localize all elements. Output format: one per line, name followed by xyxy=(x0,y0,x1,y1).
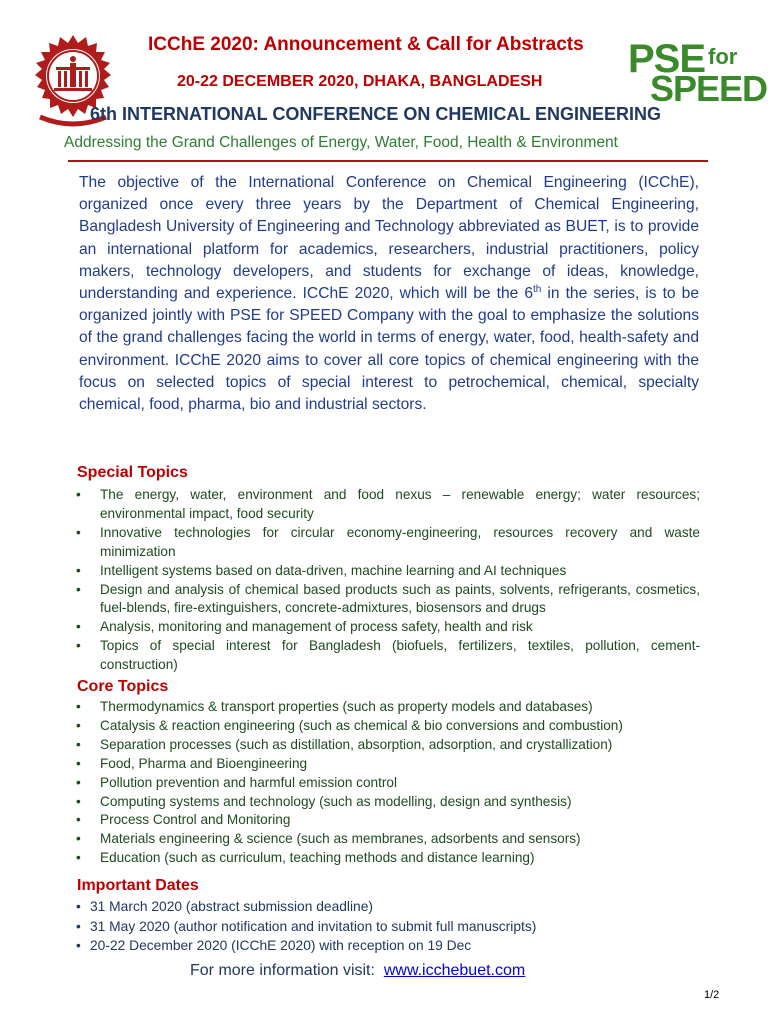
list-item-text: 31 May 2020 (author notification and invitation to submit full manuscripts) xyxy=(90,918,537,934)
list-item-text: Pollution prevention and harmful emission control xyxy=(100,774,397,790)
intro-paragraph xyxy=(79,172,699,416)
website-link[interactable]: www.icchebuet.com xyxy=(383,962,526,979)
list-item-text: Analysis, monitoring and management of process safety, health and risk xyxy=(100,619,533,635)
bullet-marker: • xyxy=(76,717,81,733)
list-item xyxy=(76,897,696,917)
list-item xyxy=(76,581,700,619)
list-item xyxy=(76,774,700,793)
list-item xyxy=(76,830,700,849)
list-item-text: Materials engineering & science (such as membranes, adsorbents and sensors) xyxy=(100,831,581,847)
list-item xyxy=(76,524,700,562)
bullet-marker: • xyxy=(76,581,81,597)
conference-dates-location: 20-22 DECEMBER 2020, DHAKA, BANGLADESH xyxy=(177,73,543,90)
list-item-text: 31 March 2020 (abstract submission deadline) xyxy=(90,899,373,914)
list-item-text: Computing systems and technology (such as modelling, design and synthesis) xyxy=(100,793,572,809)
list-item xyxy=(76,717,700,736)
list-item-text: Catalysis & reaction engineering (such as chemical & bio conversions and combustion) xyxy=(100,717,623,733)
header-divider xyxy=(68,160,708,162)
pse-logo-text: PSE xyxy=(628,37,706,81)
core-topics-heading: Core Topics xyxy=(77,678,169,695)
list-item xyxy=(76,917,696,937)
list-item-text: Process Control and Monitoring xyxy=(100,812,291,828)
list-item xyxy=(76,936,696,956)
list-item-text: Education (such as curriculum, teaching methods and distance learning) xyxy=(100,850,535,866)
list-item xyxy=(76,849,700,868)
list-item-text: Innovative technologies for circular economy-engineering, resources recovery and waste minimization xyxy=(100,524,700,559)
bullet-marker: • xyxy=(76,918,81,934)
bullet-marker: • xyxy=(76,699,81,714)
list-item-text: Topics of special interest for Bangladesh (biofuels, fertilizers, textiles, pollution, cement-construction) xyxy=(100,638,700,673)
bullet-marker: • xyxy=(76,938,81,953)
list-item xyxy=(76,811,700,830)
bullet-marker: • xyxy=(76,736,81,752)
important-dates-list xyxy=(76,897,696,956)
list-item xyxy=(76,562,700,581)
special-topics-list xyxy=(76,486,700,675)
list-item xyxy=(76,755,700,774)
list-item xyxy=(76,793,700,812)
pse-for-speed-logo xyxy=(628,37,768,109)
announcement-title: ICChE 2020: Announcement & Call for Abstracts xyxy=(148,34,584,55)
intro-text-part1: The objective of the International Conference on Chemical Engineering (ICChE), organized once every three years by the Department of Chemical Engineering, Bangladesh University of Engineering and Technology abbreviated as BUET, is to provide an international platform for academics, researchers, industrial practitioners, policy makers, technology developers, and students for exchange of ideas, knowledge, understanding and experience. ICChE 2020, which will be the 6 xyxy=(79,174,699,303)
list-item xyxy=(76,736,700,755)
bullet-marker: • xyxy=(76,850,81,866)
bullet-marker: • xyxy=(76,899,81,914)
conference-theme: Addressing the Grand Challenges of Energy, Water, Food, Health & Environment xyxy=(64,134,618,151)
core-topics-list xyxy=(76,698,700,868)
bullet-marker: • xyxy=(76,793,81,809)
bullet-marker: • xyxy=(76,619,81,635)
pse-logo-for-text: for xyxy=(708,44,738,69)
bullet-marker: • xyxy=(76,524,81,540)
list-item-text: Separation processes (such as distillation, absorption, adsorption, and crystallization) xyxy=(100,736,613,752)
list-item xyxy=(76,637,700,675)
list-item xyxy=(76,486,700,524)
list-item xyxy=(76,618,700,637)
footer-info xyxy=(190,962,525,980)
bullet-marker: • xyxy=(76,812,81,828)
important-dates-heading: Important Dates xyxy=(77,877,199,894)
speed-logo-text: SPEED xyxy=(650,68,768,109)
footer-text: For more information visit: xyxy=(190,962,375,979)
page-number: 1/2 xyxy=(704,989,720,1001)
list-item-text: Thermodynamics & transport properties (such as property models and databases) xyxy=(100,699,593,714)
list-item-text: 20-22 December 2020 (ICChE 2020) with reception on 19 Dec xyxy=(90,938,472,953)
bullet-marker: • xyxy=(76,831,81,847)
intro-superscript: th xyxy=(533,283,542,295)
list-item-text: Intelligent systems based on data-driven, machine learning and AI techniques xyxy=(100,562,567,578)
list-item-text: Food, Pharma and Bioengineering xyxy=(100,755,308,771)
list-item-text: The energy, water, environment and food nexus – renewable energy; water resources; environmental impact, food security xyxy=(100,487,700,521)
bullet-marker: • xyxy=(76,562,81,578)
bullet-marker: • xyxy=(76,755,81,771)
list-item xyxy=(76,698,700,717)
conference-name: 6th INTERNATIONAL CONFERENCE ON CHEMICAL ENGINEERING xyxy=(90,104,662,124)
special-topics-heading: Special Topics xyxy=(77,464,188,481)
bullet-marker: • xyxy=(76,638,81,654)
bullet-marker: • xyxy=(76,774,81,790)
bullet-marker: • xyxy=(76,487,81,502)
list-item-text: Design and analysis of chemical based products such as paints, solvents, refrigerants, cosmetics, fuel-blends, fire-extinguishers, concrete-admixtures, biosensors and drugs xyxy=(100,581,700,616)
intro-text-part2: in the series, is to be organized jointly with PSE for SPEED Company with the goal to emphasize the solutions of the grand challenges facing the world in terms of energy, water, food, health-safety and environment. ICChE 2020 aims to cover all core topics of chemical engineering with the focus on selected topics of special interest to petrochemical, chemical, specialty chemical, food, pharma, bio and industrial sectors. xyxy=(79,285,699,414)
